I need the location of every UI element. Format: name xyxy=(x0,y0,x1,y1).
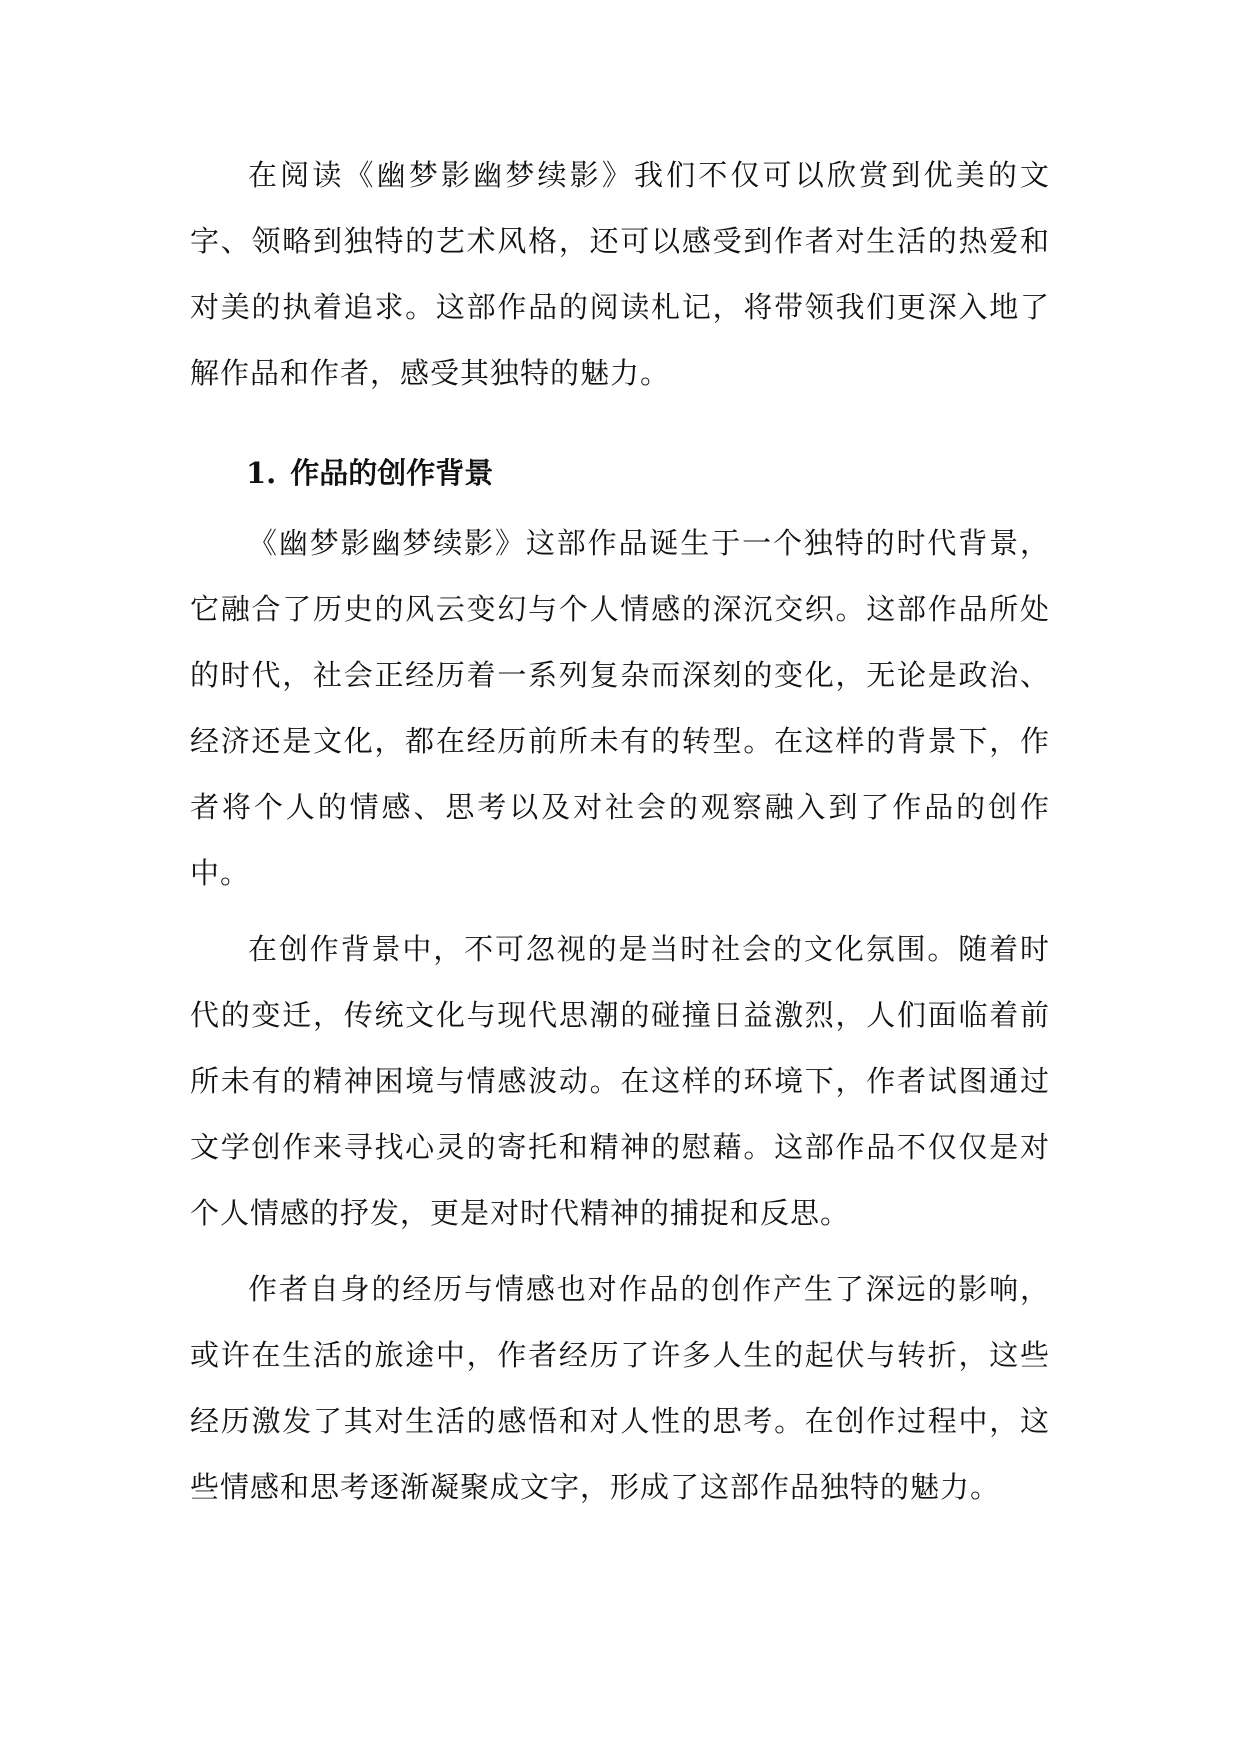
body-paragraph: 在创作背景中，不可忽视的是当时社会的文化氛围。随着时代的变迁，传统文化与现代思潮的碰撞日益激烈，人们面临着前所未有的精神困境与情感波动。在这样的环境下，作者试图通过文学创作来寻找心灵的寄托和精神的慰藉。这部作品不仅仅是对个人情感的抒发，更是对时代精神的捕捉和反思。 xyxy=(190,932,1050,1230)
section-title: 作品的创作背景 xyxy=(290,456,494,490)
intro-paragraph: 在阅读《幽梦影幽梦续影》我们不仅可以欣赏到优美的文字、领略到独特的艺术风格，还可以感受到作者对生活的热爱和对美的执着追求。这部作品的阅读札记，将带领我们更深入地了解作品和作者，感受其独特的魅力。 xyxy=(190,158,1050,390)
document-body xyxy=(190,142,1050,1520)
section-number: 1. xyxy=(246,456,277,490)
section-heading xyxy=(190,440,1050,506)
body-paragraph: 《幽梦影幽梦续影》这部作品诞生于一个独特的时代背景，它融合了历史的风云变幻与个人情感的深沉交织。这部作品所处的时代，社会正经历着一系列复杂而深刻的变化，无论是政治、经济还是文化，都在经历前所未有的转型。在这样的背景下，作者将个人的情感、思考以及对社会的观察融入到了作品的创作中。 xyxy=(190,526,1050,890)
body-paragraph: 作者自身的经历与情感也对作品的创作产生了深远的影响，或许在生活的旅途中，作者经历了许多人生的起伏与转折，这些经历激发了其对生活的感悟和对人性的思考。在创作过程中，这些情感和思考逐渐凝聚成文字，形成了这部作品独特的魅力。 xyxy=(190,1272,1050,1504)
